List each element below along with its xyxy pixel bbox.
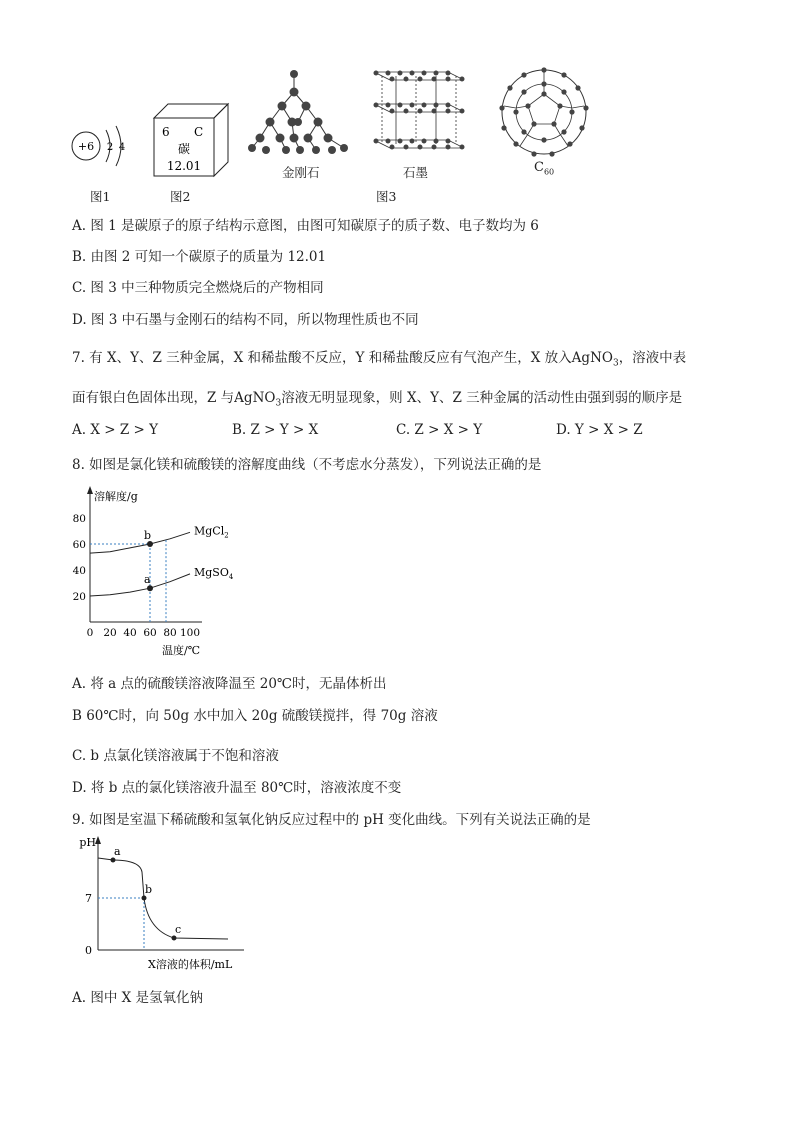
q9-stem: 9. 如图是室温下稀硫酸和氢氧化钠反应过程中的 pH 变化曲线。下列有关说法正确的是 [72,812,591,828]
q6-option-a: A. 图 1 是碳原子的原子结构示意图，由图可知碳原子的质子数、电子数均为 6 [72,218,539,234]
q6-option-d: D. 图 3 中石墨与金刚石的结构不同，所以物理性质也不同 [72,312,419,328]
series-subscript: 4 [228,572,234,581]
c60-subscript: 60 [543,167,555,177]
point-label-b: b [144,529,152,542]
q7-option-b: B. Z > Y > X [232,422,319,438]
q7-stem-part2: ，溶液中表 [618,350,687,366]
q6-option-c: C. 图 3 中三种物质完全燃烧后的产物相同 [72,280,324,296]
series-name: MgCl [194,524,225,538]
q6-option-b: B. 由图 2 可知一个碳原子的质量为 12.01 [72,249,327,265]
atomic-number: 6 [162,125,170,139]
point-label-c: c [175,923,182,936]
agno3-subscript: 3 [612,358,619,369]
q8-option-c: C. b 点氯化镁溶液属于不饱和溶液 [72,748,279,764]
x-tick-label: 60 [143,627,157,639]
q8-stem: 8. 如图是氯化镁和硫酸镁的溶解度曲线（不考虑水分蒸发），下列说法正确的是 [72,457,542,473]
series-name: MgSO [194,565,229,579]
point-a [111,858,116,863]
q7-stem-line2 [72,386,682,409]
series-line [90,574,190,596]
fig2-caption: 图2 [170,189,191,204]
diamond-label: 金刚石 [282,165,320,180]
y-axis-label: pH [79,836,96,849]
c60-symbol: C [534,160,544,175]
diamond-structure-image [246,68,352,160]
series-line [90,532,190,553]
q7-stem-part3: 面有银白色固体出现，Z 与 [72,390,235,406]
x-tick-label: 100 [179,627,201,639]
q7-stem-part4: 溶液无明显现象，则 X、Y、Z 三种金属的活动性由强到弱的顺序是 [281,390,683,406]
fig3-caption: 图3 [376,189,397,204]
series-label [194,566,234,581]
point-label-a: a [114,845,121,858]
agno3-formula-2 [234,390,282,409]
y-tick-label: 40 [72,565,86,577]
y-axis-arrow [87,486,93,494]
q9-option-a: A. 图中 X 是氢氧化钠 [72,990,204,1006]
agno3-text: AgNO [571,350,613,366]
series-label [194,524,229,539]
solubility-chart [68,482,268,658]
q8-option-b: B 60℃时，向 50g 水中加入 20g 硫酸镁搅拌，得 70g 溶液 [72,708,438,724]
shell2-electrons: 4 [118,142,126,153]
x-tick-label: 0 [86,627,94,639]
point-label-a: a [144,573,151,587]
point-c [172,936,177,941]
element-symbol: C [194,125,204,139]
y-tick-label: 20 [72,591,86,603]
element-name: 碳 [177,142,191,156]
point-label-b: b [145,883,153,896]
c60-label [534,160,554,177]
shell1-electrons: 2 [106,142,114,153]
y-axis-label: 溶解度/g [94,490,138,503]
point-b [142,896,147,901]
x-tick-label: 40 [123,627,137,639]
graphite-label: 石墨 [403,165,429,180]
y-tick-label: 7 [85,892,92,905]
ph-chart [68,832,258,974]
agno3-text-2: AgNO [234,390,276,406]
agno3-formula [571,350,619,369]
fig1-caption: 图1 [90,189,111,204]
fig2-element-cell [148,100,234,180]
q7-option-d: D. Y > X > Z [556,422,643,438]
q7-option-c: C. Z > X > Y [396,422,483,438]
x-tick-label: 20 [103,627,117,639]
x-tick-label: 80 [163,627,177,639]
graphite-structure-image [366,66,472,162]
y-tick-label: 0 [85,944,92,957]
nucleus-charge: +6 [77,140,95,153]
q7-stem-part1: 7. 有 X、Y、Z 三种金属，X 和稀盐酸不反应，Y 和稀盐酸反应有气泡产生，X 放入 [72,350,572,366]
x-axis-label: 温度/℃ [162,644,201,657]
q8-option-d: D. 将 b 点的氯化镁溶液升温至 80℃时，溶液浓度不变 [72,780,402,796]
ph-curve [98,858,228,939]
q7-stem-line1 [72,346,686,369]
atomic-mass: 12.01 [166,159,202,173]
x-axis-label: X溶液的体积/mL [148,958,233,971]
series-subscript: 2 [224,531,229,540]
y-tick-label: 60 [72,539,86,551]
q8-option-a: A. 将 a 点的硫酸镁溶液降温至 20℃时，无晶体析出 [72,676,387,692]
c60-structure-image [498,66,590,158]
q7-option-a: A. X > Z > Y [72,422,159,438]
y-tick-label: 80 [72,513,86,525]
agno3-subscript-2: 3 [275,398,282,409]
fig1-atom-diagram [68,120,138,172]
